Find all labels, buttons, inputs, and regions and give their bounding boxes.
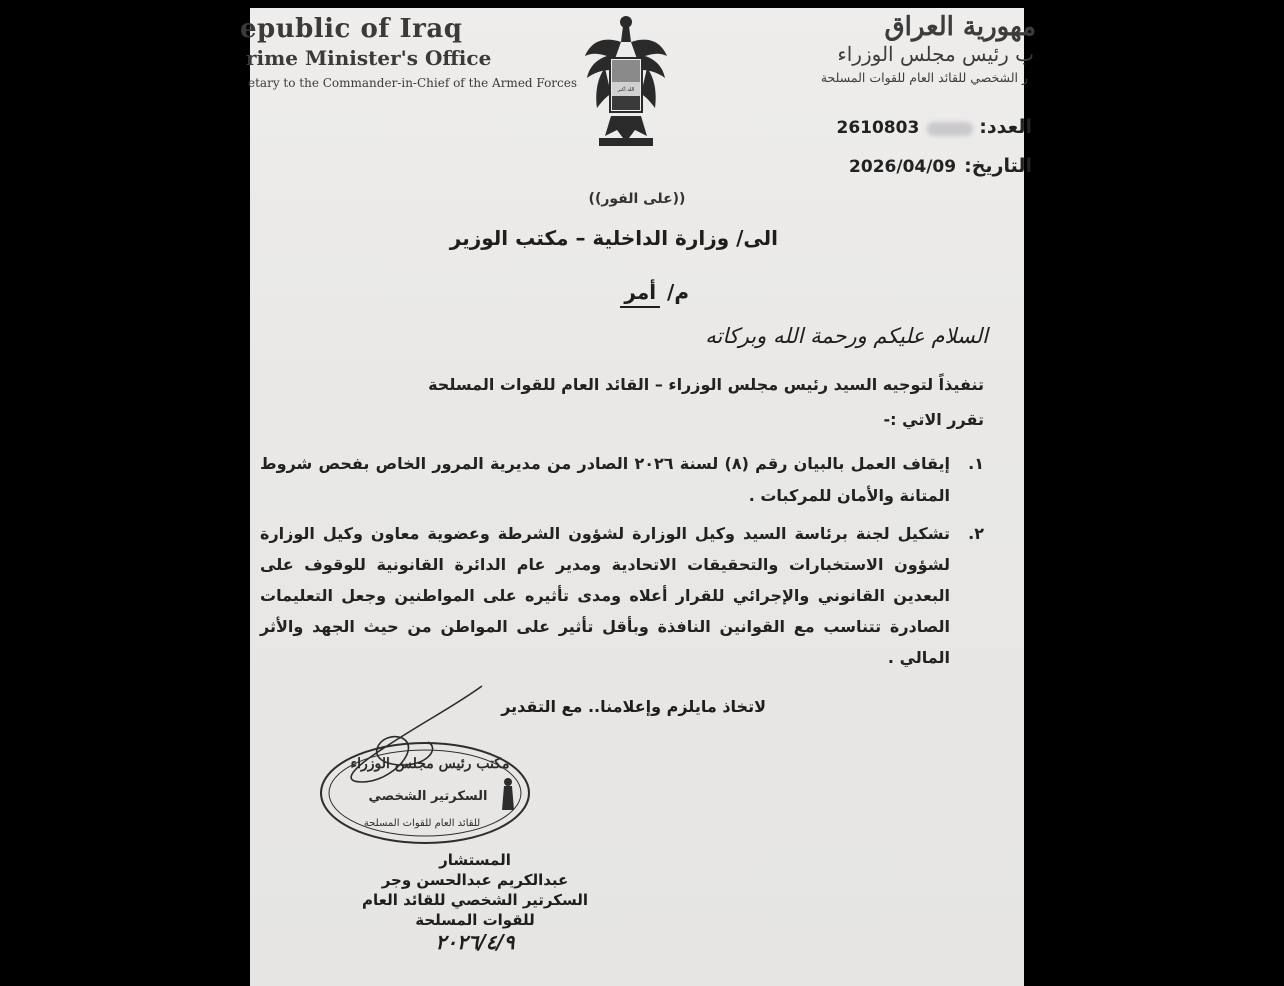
english-letterhead <box>240 14 578 90</box>
signature-block <box>362 850 588 952</box>
stamp-top-text: مكتب رئيس مجلس الوزراء <box>350 756 510 772</box>
signatory-name: عبدالكريم عبدالحسن وجر <box>381 871 569 889</box>
date-value: 2026/04/09 <box>849 157 957 177</box>
reference-number <box>836 116 1032 138</box>
document-page <box>240 8 1036 986</box>
list-item-text: تشكيل لجنة برئاسة السيد وكيل الوزارة لشؤون الشرطة وعضوية معاون وكيل الوزارة لشؤون الاستخبارات والتحقيقات الاتحادية ومدير عام الدائرة القانونية للوقوف على البعدين القانوني والإجرائي للقرار أعلاه ومدى تأثيره على المواطنين وجعل التعليمات الصادرة تتناسب مع القوانين النافذة وبأقل تأثير على المواطن من حيث الجهد والأثر المالي . <box>260 524 950 667</box>
list-item-text: إيقاف العمل بالبيان رقم (٨) لسنة ٢٠٢٦ الصادر من مديرية المرور الخاص بفحص شروط المتانة والأمان للمركبات . <box>260 454 950 505</box>
official-stamp <box>318 740 533 846</box>
reference-value: 2610803 <box>836 118 920 138</box>
decision-heading: تقرر الاتي :- <box>883 410 984 429</box>
letterhead-office-en: rime Minister's Office <box>246 46 492 70</box>
letterhead-secretary-ar: ر الشخصي للقائد العام للقوات المسلحة <box>820 70 1028 85</box>
signatory-role-cont: للقوات المسلحة <box>415 911 535 929</box>
list-item-number: ٢. <box>968 524 984 543</box>
subject-text: أمر <box>620 280 660 308</box>
redacted-mark <box>927 122 973 136</box>
greeting: السلام عليكم ورحمة الله وبركاته <box>705 324 988 348</box>
signatory-role: السكرتير الشخصي للقائد العام <box>362 891 588 909</box>
intro-paragraph: تنفيذاً لتوجيه السيد رئيس مجلس الوزراء – القائد العام للقوات المسلحة <box>428 375 984 394</box>
subject-prefix: م/ <box>667 280 689 304</box>
letterhead-office-ar: ب رئيس مجلس الوزراء <box>837 42 1034 66</box>
emblem-takbir-text: الله أكبر <box>617 87 635 93</box>
letterhead-country-en: epublic of Iraq <box>240 14 463 44</box>
document-date <box>849 155 1032 177</box>
stamp-middle-text: السكرتير الشخصي <box>368 789 488 804</box>
letterhead-country-ar: مهورية العراق <box>884 12 1036 42</box>
date-label: التاريخ: <box>964 155 1032 177</box>
letterhead-secretary-en: etary to the Commander-in-Chief of the Armed Forces <box>248 76 578 90</box>
arabic-letterhead <box>764 8 1036 85</box>
iraq-eagle-emblem-icon <box>583 12 669 152</box>
urgency-note: ((على الفور)) <box>588 191 686 207</box>
closing-line: لاتخاذ مايلزم وإعلامنا.. مع التقدير <box>501 697 766 716</box>
signatory-title: المستشار <box>439 851 511 869</box>
reference-label: العدد: <box>979 116 1032 138</box>
subject-line <box>620 280 689 308</box>
addressee: الى/ وزارة الداخلية – مكتب الوزير <box>449 226 778 250</box>
handwritten-date: ٢٠٢٦/٤/٩ <box>435 930 515 954</box>
stamp-bottom-text: للقائد العام للقوات المسلحة <box>363 818 481 829</box>
list-item-number: ١. <box>968 454 984 473</box>
list-item <box>260 448 984 512</box>
list-item <box>260 518 984 673</box>
